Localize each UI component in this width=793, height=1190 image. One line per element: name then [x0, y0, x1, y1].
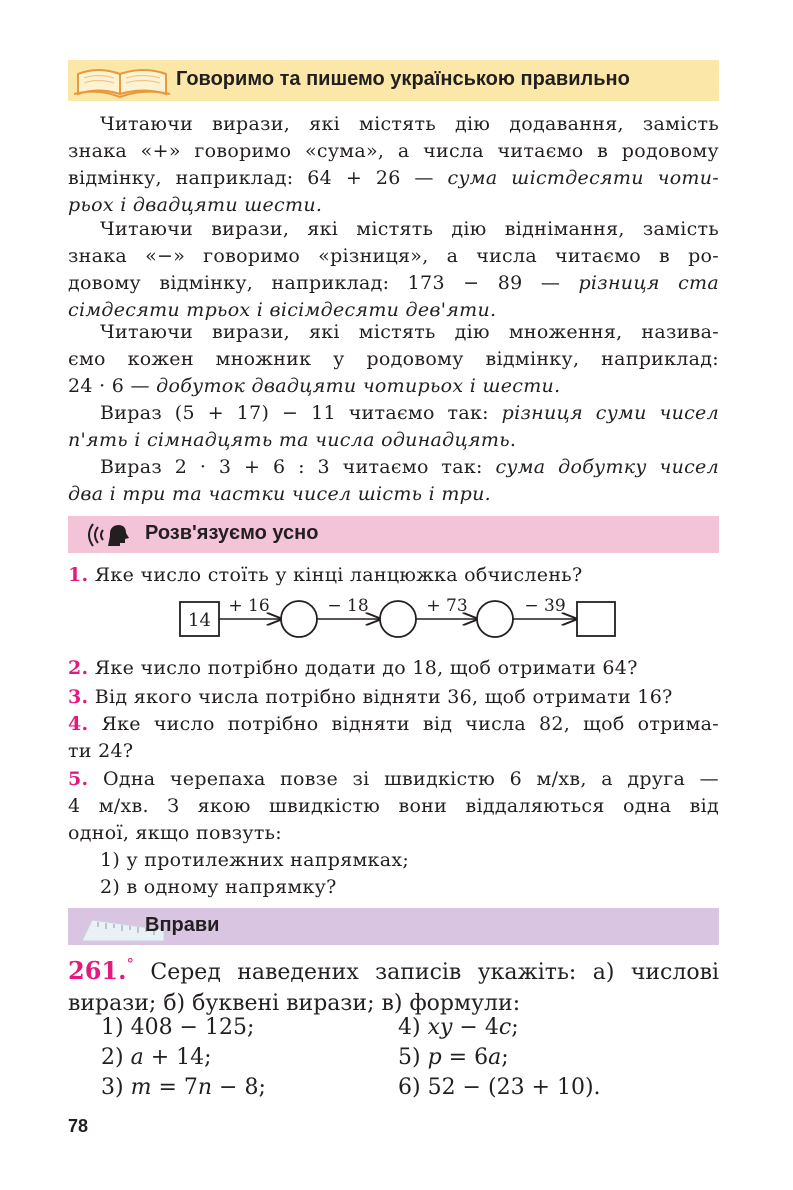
oral-task-4: 4. Яке число потрібно відняти від числа 82, щоб отрима- ти 24? — [68, 713, 720, 762]
exercise-261: 261.° Серед наведених записів укажіть: а) числові вирази; б) буквені вирази; в) формули: — [68, 955, 720, 1016]
oral-task-5: 5. Одна черепаха повзе зі швидкістю 6 м/хв, а друга — 4 м/хв. З якою швидкістю вони віддаляються одна від одної, якщо повзуть: 1) у протилежних напрямках; 2) в одному напрямку? — [68, 768, 719, 898]
open-book-icon — [68, 60, 178, 101]
oral-task-1: 1. Яке число стоїть у кінці ланцюжка обчислень? — [68, 564, 583, 586]
circle-3 — [477, 601, 513, 637]
calculation-chain — [0, 592, 793, 652]
speak-correctly-banner — [68, 60, 719, 101]
oral-task-3: 3. Від якого числа потрібно відняти 36, щоб отримати 16? — [68, 686, 673, 708]
option-4: 4) xy − 4c; — [398, 1015, 519, 1040]
option-3: 3) m = 7n − 8; — [101, 1075, 266, 1100]
circle-1 — [281, 601, 317, 637]
page-number: 78 — [68, 1116, 89, 1136]
oral-banner — [68, 516, 719, 553]
option-1: 1) 408 − 125; — [101, 1015, 255, 1040]
option-2: 2) a + 14; — [101, 1045, 212, 1070]
op-1: + 16 — [228, 596, 270, 616]
option-6: 6) 52 − (23 + 10). — [398, 1075, 601, 1100]
end-box — [577, 602, 615, 636]
start-value: 14 — [188, 610, 211, 631]
exercises-banner — [68, 908, 719, 945]
paragraph-example-1: Вираз (5 + 17) − 11 читаємо так: різниця суми чисел п'ять і сімнадцять та числа одинадцять. — [68, 402, 719, 451]
op-3: + 73 — [426, 596, 468, 616]
paragraph-example-2: Вираз 2 · 3 + 6 : 3 читаємо так: сума добутку чисел два і три та частки чисел шість і три. — [68, 456, 719, 505]
paragraph-subtraction: Читаючи вирази, які містять дію віднімання, замість знака «−» говоримо «різниця», а числа читаємо в ро- довому відмінку, наприклад: 173 − 89 — різниця ста сімдесяти трьох і вісімдесяти дев'яти. — [68, 218, 719, 321]
exercises-title: Вправи — [145, 914, 220, 936]
speaking-head-icon — [68, 516, 138, 553]
op-4: − 39 — [524, 596, 566, 616]
circle-2 — [380, 601, 416, 637]
paragraph-addition: Читаючи вирази, які містять дію додавання, замість знака «+» говоримо «сума», а числа читаємо в родовому відмінку, наприклад: 64 + 26 — сума шістдесяти чоти- рьох і двадцяти шести. — [68, 113, 720, 216]
speak-correctly-title: Говоримо та пишемо українською правильно — [176, 68, 630, 90]
op-2: − 18 — [327, 596, 369, 616]
oral-task-2: 2. Яке число потрібно додати до 18, щоб отримати 64? — [68, 657, 638, 679]
oral-title: Розв'язуємо усно — [145, 522, 319, 544]
paragraph-multiplication: Читаючи вирази, які містять дію множення, назива- ємо кожен множник у родовому відмінку, наприклад: 24 · 6 — добуток двадцяти чотирьох і шести. — [68, 321, 719, 397]
option-5: 5) p = 6a; — [398, 1045, 509, 1070]
